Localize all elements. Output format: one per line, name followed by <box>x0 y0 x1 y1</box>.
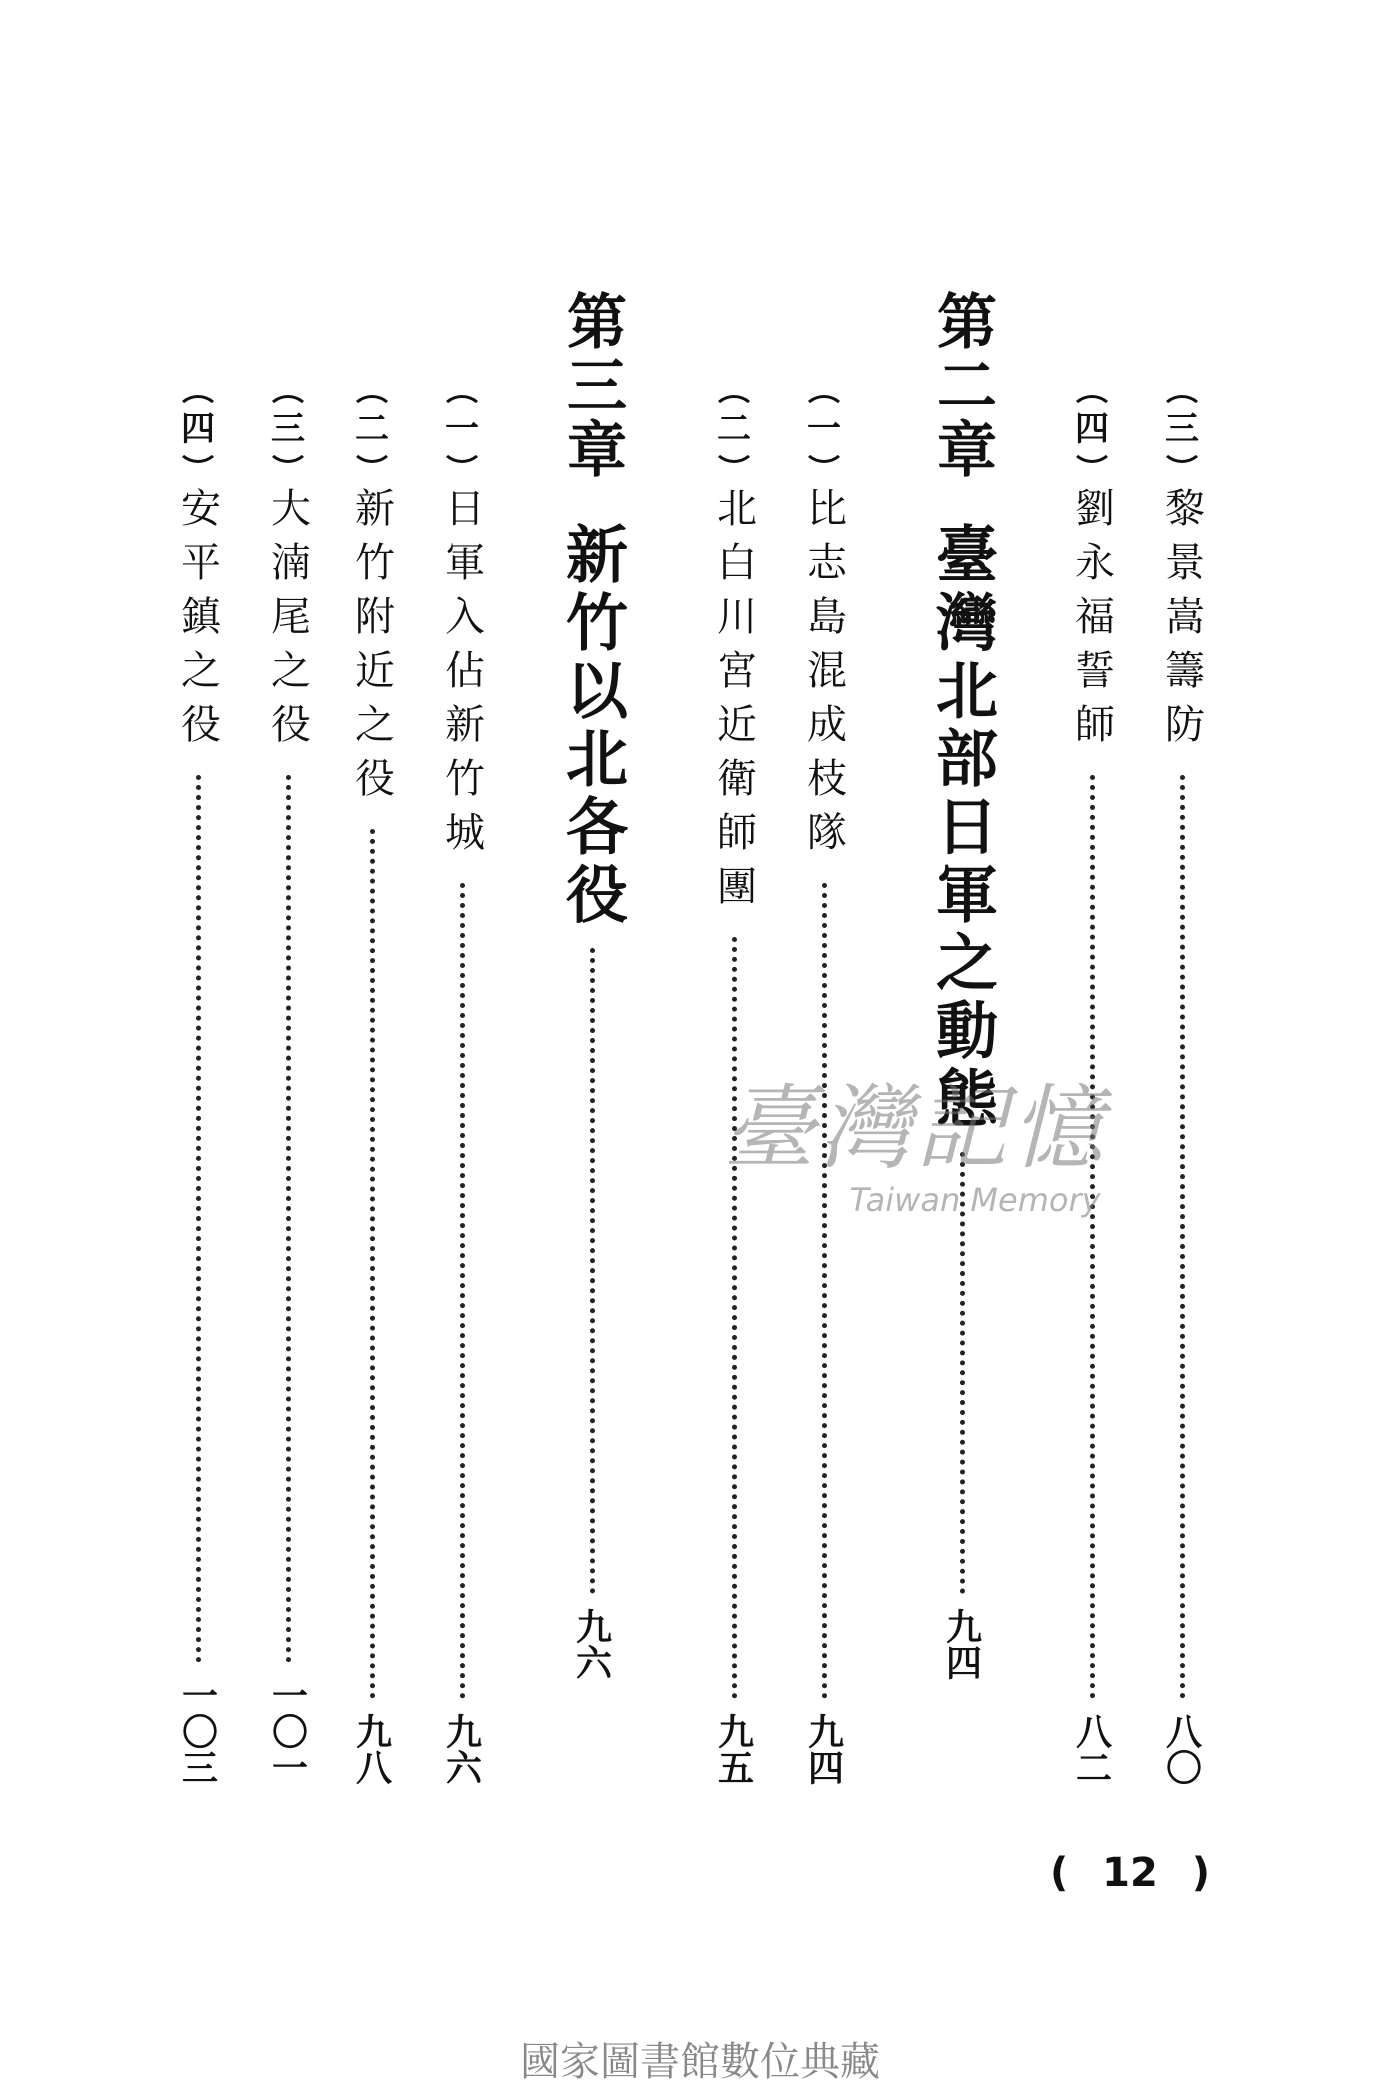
watermark-english: Taiwan Memory <box>849 1181 1101 1219</box>
entry-title: 黎景嵩籌防 <box>1158 487 1205 757</box>
dot-leader <box>1090 775 1095 1699</box>
entry-page: 一〇三 <box>176 1677 219 1785</box>
section-number: 四 <box>176 395 220 463</box>
toc-entry <box>256 395 320 1785</box>
section-number: 一 <box>802 395 846 463</box>
toc-entry <box>430 395 494 1785</box>
entry-page: 九八 <box>350 1713 393 1785</box>
entry-page: 九六 <box>440 1713 483 1785</box>
entry-page: 九四 <box>802 1713 845 1785</box>
entry-page: 九六 <box>570 1608 613 1680</box>
toc-entry <box>1150 395 1214 1785</box>
dot-leader <box>590 948 595 1594</box>
entry-title: 日軍入佔新竹城 <box>438 487 485 865</box>
section-number: 一 <box>440 395 484 463</box>
section-number: 四 <box>1070 395 1114 463</box>
entry-title: 大湳尾之役 <box>264 487 311 757</box>
toc-entry <box>166 395 230 1785</box>
chapter-label: 第二章 <box>927 290 997 482</box>
entry-page: 九四 <box>940 1608 983 1680</box>
page-number-close-paren: ) <box>1191 1850 1210 1896</box>
dot-leader <box>286 775 291 1663</box>
dot-leader <box>822 883 827 1699</box>
entry-page: 八二 <box>1070 1713 1113 1785</box>
entry-page: 八〇 <box>1160 1713 1203 1785</box>
chapter-title: 新竹以北各役 <box>555 522 629 930</box>
toc-chapter <box>552 290 632 1680</box>
chapter-title: 臺灣北部日軍之動態 <box>925 522 999 1134</box>
page-number-open-paren: ( <box>1050 1850 1069 1896</box>
section-number: 三 <box>266 395 310 463</box>
section-number: 二 <box>350 395 394 463</box>
entry-title: 安平鎮之役 <box>174 487 221 757</box>
section-number: 二 <box>712 395 756 463</box>
chapter-label: 第三章 <box>557 290 627 482</box>
entry-title: 新竹附近之役 <box>348 487 395 811</box>
entry-title: 劉永福誓師 <box>1068 487 1115 757</box>
page-number-value: 12 <box>1102 1850 1158 1896</box>
dot-leader <box>196 775 201 1663</box>
page-number <box>1050 1850 1210 1896</box>
dot-leader <box>370 829 375 1699</box>
toc-chapter <box>922 290 1002 1680</box>
dot-leader <box>1180 775 1185 1699</box>
section-number: 三 <box>1160 395 1204 463</box>
footer-credit: 國家圖書館數位典藏 <box>520 2039 880 2085</box>
entry-page: 一〇一 <box>266 1677 309 1785</box>
watermark <box>690 1055 1140 1219</box>
watermark-chinese: 臺灣記憶 <box>722 1075 1107 1182</box>
dot-leader <box>732 937 737 1699</box>
entry-title: 比志島混成枝隊 <box>800 487 847 865</box>
entry-page: 九五 <box>712 1713 755 1785</box>
toc-entry <box>340 395 404 1785</box>
entry-title: 北白川宮近衛師團 <box>710 487 757 919</box>
dot-leader <box>460 883 465 1699</box>
